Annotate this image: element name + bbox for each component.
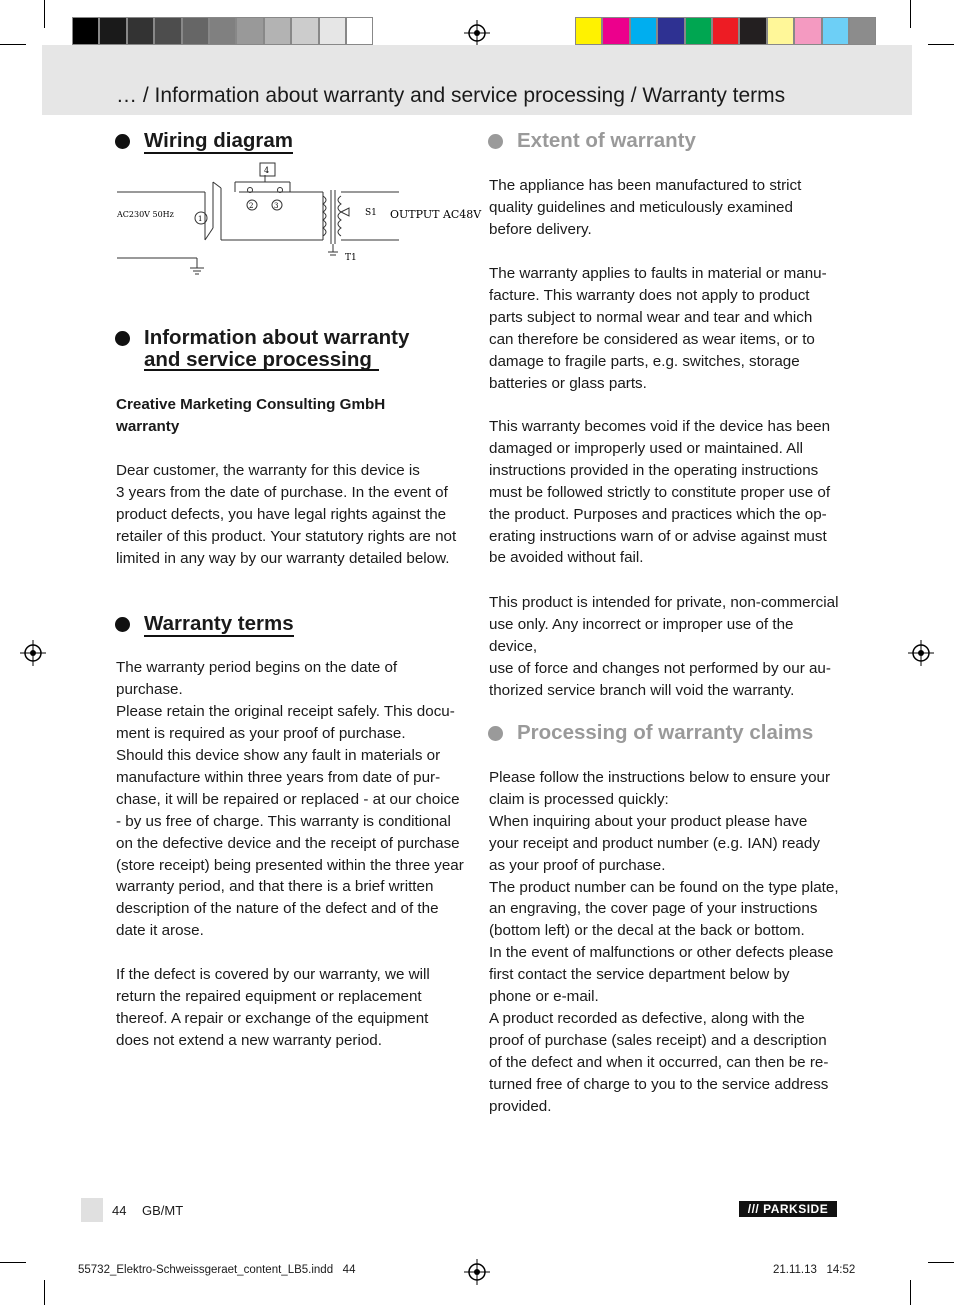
print-datetime: 21.11.13 14:52 — [773, 1264, 856, 1276]
locale-label: GB/MT — [142, 1203, 184, 1218]
footer-page-box — [81, 1198, 103, 1222]
registration-mark-icon — [20, 640, 46, 666]
color-swatch — [264, 17, 291, 45]
crop-mark — [0, 44, 26, 45]
diagram-node-1: 1 — [198, 215, 203, 223]
color-swatch — [209, 17, 236, 45]
bullet-icon — [488, 134, 503, 149]
parkside-logo: /// PARKSIDE — [739, 1201, 837, 1217]
extent-paragraph: The appliance has been manufactured to strict quality guidelines and meticulously examined before delivery. — [489, 177, 802, 238]
color-swatch — [319, 17, 346, 45]
crop-mark — [910, 0, 911, 28]
diagram-transformer-label: T1 — [345, 253, 357, 263]
color-swatch — [685, 17, 712, 45]
registration-mark-icon — [464, 20, 490, 46]
crop-mark — [0, 1262, 26, 1263]
wiring-diagram-heading: Wiring diagram — [115, 130, 293, 154]
crop-mark — [910, 1280, 911, 1305]
color-swatch — [99, 17, 126, 45]
grayscale-swatch-bar — [72, 17, 373, 47]
diagram-node-3: 3 — [274, 202, 279, 210]
registration-mark-icon — [908, 640, 934, 666]
extent-paragraph: This product is intended for private, non-commercial use only. Any incorrect or improper use of the device, use of force and changes not performed by our au- thorized service branch will void the warranty. — [489, 594, 839, 699]
extent-paragraph: This warranty becomes void if the device has been damaged or improperly used or maintained. All instructions provided in the operating instructions must be followed strictly to constitute proper use of the product. Purposes and practices which the op- erating instructions warn of or advise against must be avoided without fail. — [489, 418, 831, 567]
diagram-node-2: 2 — [249, 202, 254, 210]
bullet-icon — [115, 331, 130, 346]
color-swatch — [712, 17, 739, 45]
wiring-diagram — [115, 160, 482, 280]
diagram-switch-label: S1 — [365, 208, 377, 218]
color-swatch — [602, 17, 629, 45]
warranty-terms-paragraph: The warranty period begins on the date of purchase. Please retain the original receipt safely. This docu- ment is required as your proof of purchase. — [116, 659, 455, 742]
warranty-terms-heading: Warranty terms — [115, 613, 294, 637]
color-swatch — [794, 17, 821, 45]
warranty-intro-text: Dear customer, the warranty for this device is 3 years from the date of purchase. In the event of product defects, you have legal rights against the retailer of this product. Your statutory rights are not limited in any way by our warranty detailed below. — [116, 462, 457, 567]
color-swatch — [630, 17, 657, 45]
diagram-input-label: AC230V 50Hz — [117, 210, 174, 219]
color-swatch — [154, 17, 181, 45]
warranty-subheading: Creative Marketing Consulting GmbH warranty — [116, 396, 386, 435]
color-swatch — [822, 17, 849, 45]
process-color-swatch-bar — [575, 17, 876, 47]
color-swatch — [739, 17, 766, 45]
crop-mark — [44, 1280, 45, 1305]
diagram-output-label: OUTPUT AC48V — [390, 208, 482, 221]
color-swatch — [849, 17, 876, 45]
bullet-icon — [115, 134, 130, 149]
warranty-info-heading: Information about warranty and service processing — [115, 327, 409, 371]
warranty-terms-paragraph: If the defect is covered by our warranty, we will return the repaired equipment or replacement thereof. A repair or exchange of the equipment does not extend a new warranty period. — [116, 966, 430, 1049]
diagram-node-4: 4 — [264, 166, 270, 175]
color-swatch — [657, 17, 684, 45]
crop-mark — [928, 1262, 954, 1263]
page-title: … / Information about warranty and service processing / Warranty terms — [116, 84, 786, 107]
crop-mark — [928, 44, 954, 45]
color-swatch — [182, 17, 209, 45]
warranty-terms-paragraph: Should this device show any fault in materials or manufacture within three years from date of pur- chase, it will be repaired or replaced - at our choice - by us free of charge. This warranty is conditional on the defective device and the receipt of purchase (store receipt) being presented within the three year warranty period, and that there is a brief written description of the nature of the defect and of the date it arose. — [116, 747, 464, 940]
registration-mark-icon — [464, 1259, 490, 1285]
crop-mark — [44, 0, 45, 28]
color-swatch — [72, 17, 99, 45]
color-swatch — [575, 17, 602, 45]
claims-paragraph: Please follow the instructions below to ensure your claim is processed quickly: When inquiring about your product please have your receipt and product number (e.g. IAN) ready as your proof of purchase. The product number can be found on the type plate, an engraving, the cover page of your instructions (bottom left) or the decal at the back or bottom. In the event of malfunctions or other defects please first contact the service department below by phone or e-mail. A product recorded as defective, along with the proof of purchase (sales receipt) and a description of the defect and when it occurred, can then be re- turned free of charge to you to the service address provided. — [489, 769, 839, 1115]
color-swatch — [127, 17, 154, 45]
bullet-icon — [488, 726, 503, 741]
color-swatch — [346, 17, 373, 45]
page-number: 44 — [112, 1203, 127, 1218]
color-swatch — [291, 17, 318, 45]
color-swatch — [236, 17, 263, 45]
color-swatch — [767, 17, 794, 45]
claims-heading: Processing of warranty claims — [488, 722, 813, 744]
extent-paragraph: The warranty applies to faults in material or manu- facture. This warranty does not apply to product parts subject to normal wear and tear and which can therefore be considered as wear items, or to damage to fragile parts, e.g. switches, storage batteries or glass parts. — [489, 265, 827, 392]
bullet-icon — [115, 617, 130, 632]
extent-heading: Extent of warranty — [488, 130, 696, 152]
file-slug: 55732_Elektro-Schweissgeraet_content_LB5.indd 44 — [78, 1264, 356, 1276]
